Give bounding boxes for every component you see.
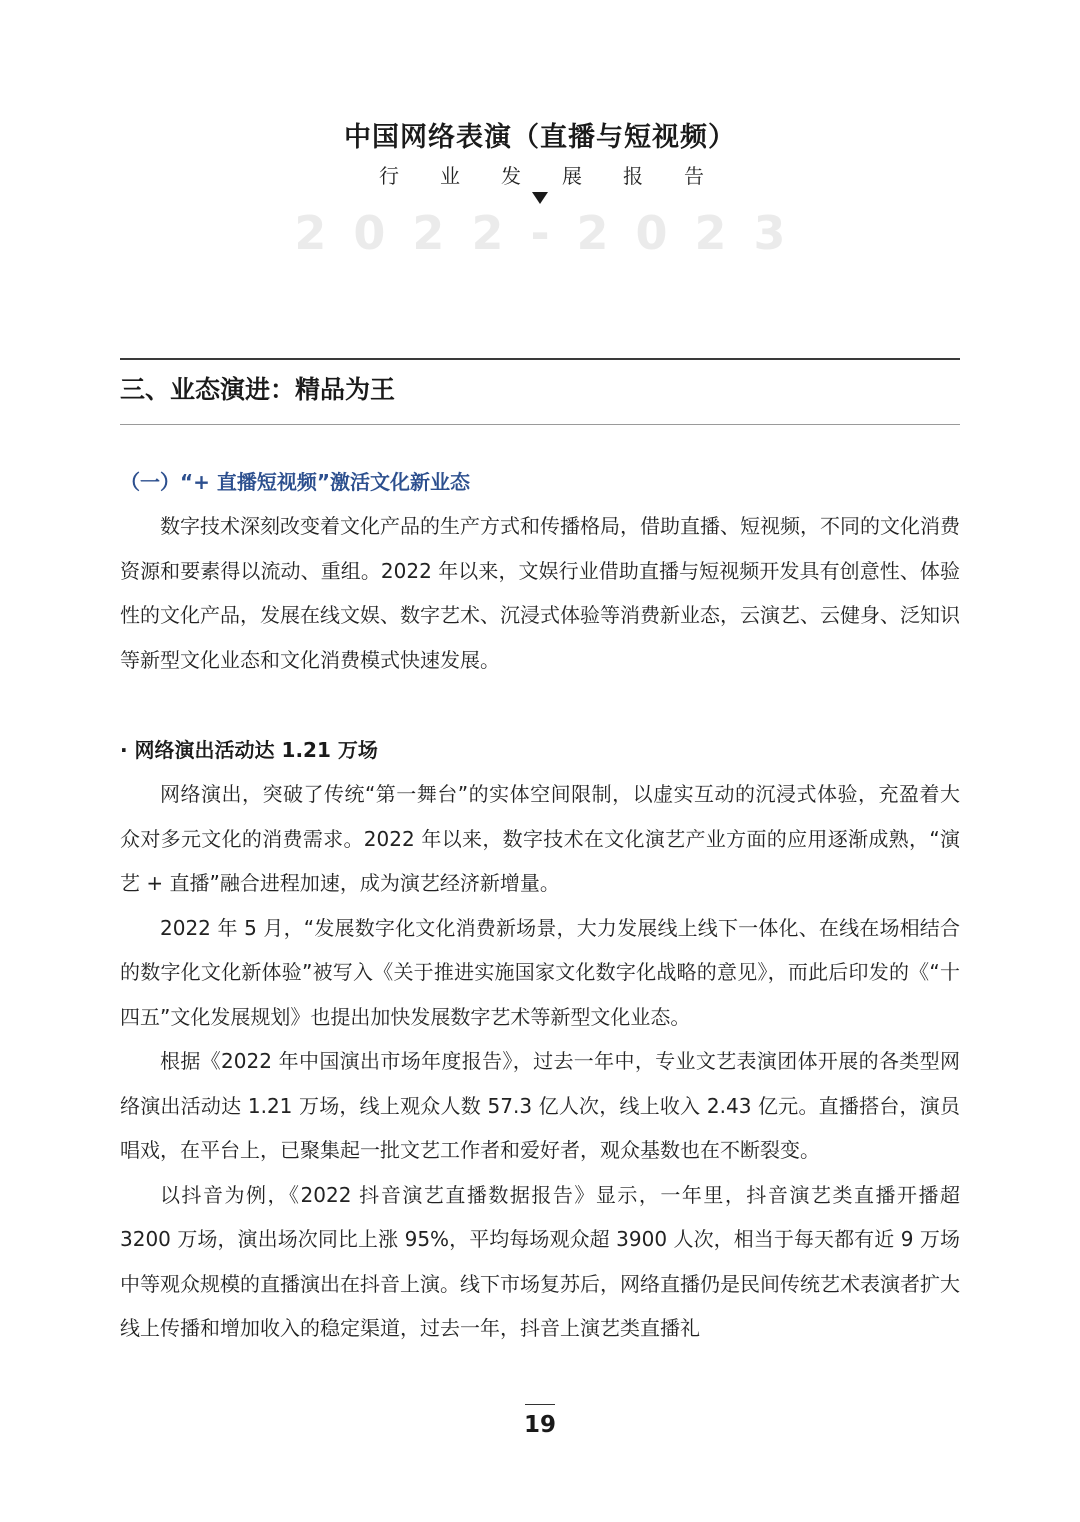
subtitle-char: 业: [440, 164, 460, 188]
subsection-heading: （一）“+ 直播短视频”激活文化新业态: [120, 470, 471, 494]
report-title: 中国网络表演（直播与短视频）: [344, 122, 736, 153]
report-header: [0, 118, 1080, 260]
subtitle-char: 展: [562, 164, 582, 188]
subtitle-char: 报: [623, 164, 643, 188]
page-footer: [0, 1404, 1080, 1445]
section-rule-bottom: [120, 424, 960, 425]
bullet-heading: · 网络演出活动达 1.21 万场: [120, 738, 378, 762]
body-paragraph: 数字技术深刻改变着文化产品的生产方式和传播格局，借助直播、短视频，不同的文化消费资源和要素得以流动、重组。2022 年以来，文娱行业借助直播与短视频开发具有创意性、体验性的文化产品，发展在线文娱、数字艺术、沉浸式体验等消费新业态，云演艺、云健身、泛知识等新型文化业态和文化消费模式快速发展。: [120, 514, 960, 672]
subtitle-char: 行: [379, 164, 399, 188]
subtitle-char: 发: [501, 164, 521, 188]
report-years-watermark: 2022-2023: [294, 206, 813, 260]
triangle-down-icon: [532, 192, 548, 204]
page-number: 19: [523, 1412, 556, 1438]
section-heading: 三、业态演进：精品为王: [120, 375, 396, 404]
report-subtitle: [0, 162, 1080, 190]
body-paragraph: 根据《2022 年中国演出市场年度报告》，过去一年中，专业文艺表演团体开展的各类型网络演出活动达 1.21 万场，线上观众人数 57.3 亿人次，线上收入 2.43 亿元。直播搭台，演员唱戏，在平台上，已聚集起一批文艺工作者和爱好者，观众基数也在不断裂变。: [120, 1049, 960, 1162]
subtitle-char: 告: [684, 164, 704, 188]
body-paragraph: 以抖音为例，《2022 抖音演艺直播数据报告》显示，一年里，抖音演艺类直播开播超 3200 万场，演出场次同比上涨 95%，平均每场观众超 3900 人次，相当于每天都有近 9 万场中等观众规模的直播演出在抖音上演。线下市场复苏后，网络直播仍是民间传统艺术表演者扩大线上传播和增加收入的稳定渠道，过去一年，抖音上演艺类直播礼: [120, 1182, 960, 1340]
section-rule-top: [120, 358, 960, 360]
spacer: [120, 682, 960, 728]
body-content: [120, 460, 960, 1351]
body-paragraph: 网络演出，突破了传统“第一舞台”的实体空间限制，以虚实互动的沉浸式体验，充盈着大众对多元文化的消费需求。2022 年以来，数字技术在文化演艺产业方面的应用逐渐成熟，“演艺 + 直播”融合进程加速，成为演艺经济新增量。: [120, 782, 960, 895]
body-paragraph: 2022 年 5 月，“发展数字化文化消费新场景，大力发展线上线下一体化、在线在场相结合的数字化文化新体验”被写入《关于推进实施国家文化数字化战略的意见》，而此后印发的《“十四五”文化发展规划》也提出加快发展数字艺术等新型文化业态。: [120, 915, 960, 1029]
